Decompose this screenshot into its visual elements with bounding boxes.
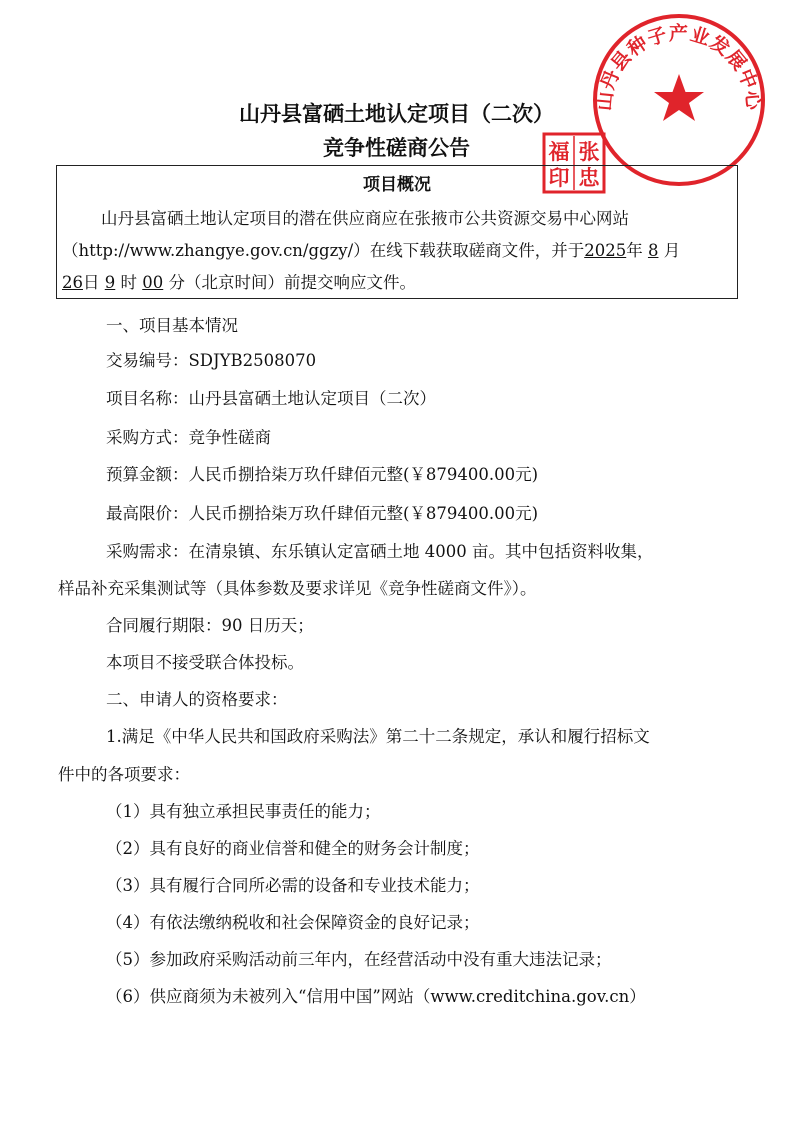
sub-requirement: （2）具有良好的商业信誉和健全的财务会计制度；: [106, 839, 480, 858]
overview-line-3: [62, 272, 416, 294]
svg-text:山丹县种子产业发展中心: 山丹县种子产业发展中心: [593, 22, 765, 112]
procurement-method: 采购方式：竞争性磋商: [106, 428, 271, 447]
official-round-seal: [591, 12, 767, 188]
requirement-1-line2: 件中的各项要求：: [58, 765, 190, 784]
procurement-demand-2: 样品补充采集测试等（具体参数及要求详见《竞争性磋商文件》）。: [58, 579, 537, 598]
max-price: 最高限价：人民币捌拾柒万玖仟肆佰元整(￥879400.00元): [106, 504, 539, 523]
svg-text:张: 张: [578, 140, 600, 164]
trade-number: 交易编号：SDJYB2508070: [106, 351, 317, 370]
overview-heading: 项目概况: [363, 175, 431, 195]
overview-line-2: [62, 240, 680, 262]
svg-text:福: 福: [548, 140, 570, 164]
doc-title-line2: 竞争性磋商公告: [323, 135, 470, 160]
sub-requirement: （4）有依法缴纳税收和社会保障资金的良好记录；: [106, 913, 480, 932]
sub-requirement: （3）具有履行合同所必需的设备和专业技术能力；: [106, 876, 480, 895]
day-unit: 日: [83, 273, 100, 292]
project-name: 项目名称：山丹县富硒土地认定项目（二次）: [106, 389, 436, 408]
procurement-demand-1: 采购需求：在清泉镇、东乐镇认定富硒土地 4000 亩。其中包括资料收集，: [106, 542, 654, 561]
consortium-note: 本项目不接受联合体投标。: [106, 653, 304, 672]
overview-line-1: 山丹县富硒土地认定项目的潜在供应商应在张掖市公共资源交易中心网站: [101, 209, 629, 228]
hour-unit: 时: [120, 273, 137, 292]
sub-requirement: （1）具有独立承担民事责任的能力；: [106, 802, 381, 821]
deadline-day: 26: [62, 273, 83, 292]
month-unit: 月: [663, 241, 681, 260]
section2-heading: 二、申请人的资格要求：: [106, 690, 288, 709]
star-icon: [654, 74, 704, 121]
svg-text:忠: 忠: [578, 166, 600, 190]
overview-tail: （北京时间）前提交响应文件。: [185, 273, 416, 292]
budget-amount: 预算金额：人民币捌拾柒万玖仟肆佰元整(￥879400.00元): [106, 465, 539, 484]
deadline-hour: 9: [104, 273, 116, 292]
section1-heading: 一、项目基本情况: [106, 316, 238, 335]
contract-period: 合同履行期限：90 日历天；: [106, 616, 314, 635]
deadline-minute: 00: [142, 273, 164, 292]
overview-url-text: （http://www.zhangye.gov.cn/ggzy/）在线下载获取磋商文件，并于: [62, 241, 585, 260]
project-overview-box: [56, 165, 738, 299]
doc-title-line1: 山丹县富硒土地认定项目（二次）: [239, 101, 554, 126]
sub-requirement: （6）供应商须为未被列入“信用中国”网站（www.creditchina.gov.cn）: [106, 987, 646, 1006]
svg-text:印: 印: [548, 166, 570, 190]
requirement-1-line1: 1.满足《中华人民共和国政府采购法》第二十二条规定，承认和履行招标文: [106, 727, 650, 746]
sub-requirement: （5）参加政府采购活动前三年内，在经营活动中没有重大违法记录；: [106, 950, 612, 969]
minute-unit: 分: [168, 273, 185, 292]
year-unit: 年: [626, 241, 643, 260]
deadline-month: 8: [647, 241, 659, 260]
deadline-year: 2025: [584, 241, 627, 260]
